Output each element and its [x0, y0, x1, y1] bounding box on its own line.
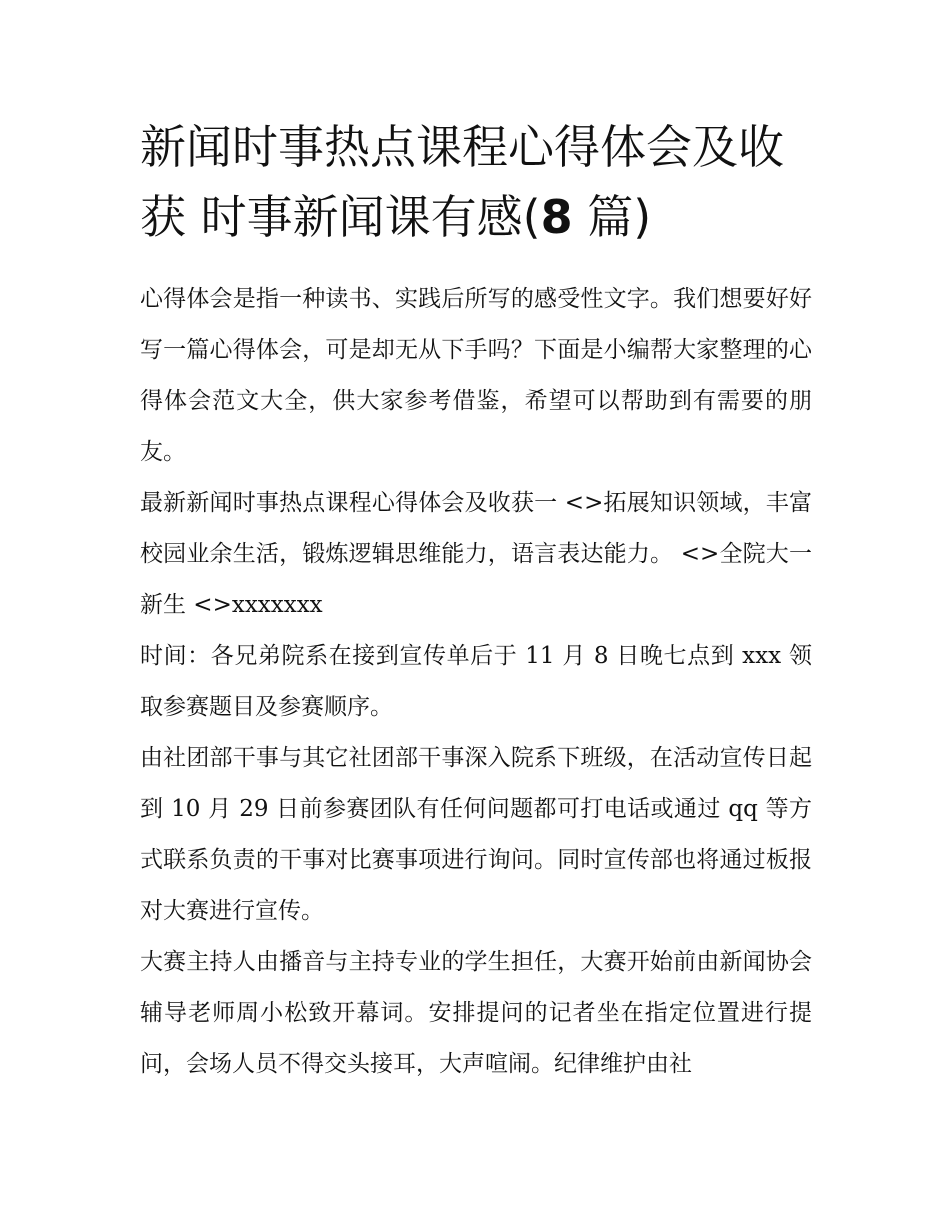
- paragraph-publicity: 由社团部干事与其它社团部干事深入院系下班级，在活动宣传日起到 10 月 29 日前参赛团队有任何问题都可打电话或通过 qq 等方式联系负责的干事对比赛事项进行询问。同时宣传部也将通过板报对大赛进行宣传。: [140, 745, 812, 924]
- title-count: 8: [540, 190, 573, 244]
- document-body: [140, 274, 812, 1090]
- paragraph-time: 时间：各兄弟院系在接到宣传单后于 11 月 8 日晚七点到 xxx 领取参赛题目及参赛顺序。: [140, 643, 812, 720]
- document-content: [140, 112, 812, 1090]
- paragraph-host: 大赛主持人由播音与主持专业的学生担任，大赛开始前由新闻协会辅导老师周小松致开幕词。安排提问的记者坐在指定位置进行提问，会场人员不得交头接耳，大声喧闹。纪律维护由社: [140, 949, 812, 1077]
- document-title: [140, 112, 812, 252]
- title-text: 新闻时事热点课程心得体会及收获 时事新闻课有感(: [140, 120, 784, 244]
- title-suffix: 篇): [572, 190, 652, 244]
- paragraph-intro: 心得体会是指一种读书、实践后所写的感受性文字。我们想要好好写一篇心得体会，可是却无从下手吗？下面是小编帮大家整理的心得体会范文大全，供大家参考借鉴，希望可以帮助到有需要的朋友。: [140, 286, 812, 465]
- paragraph-purpose: 最新新闻时事热点课程心得体会及收获一 <>拓展知识领域，丰富校园业余生活，锻炼逻辑思维能力，语言表达能力。 <>全院大一新生 <>xxxxxxx: [140, 490, 812, 618]
